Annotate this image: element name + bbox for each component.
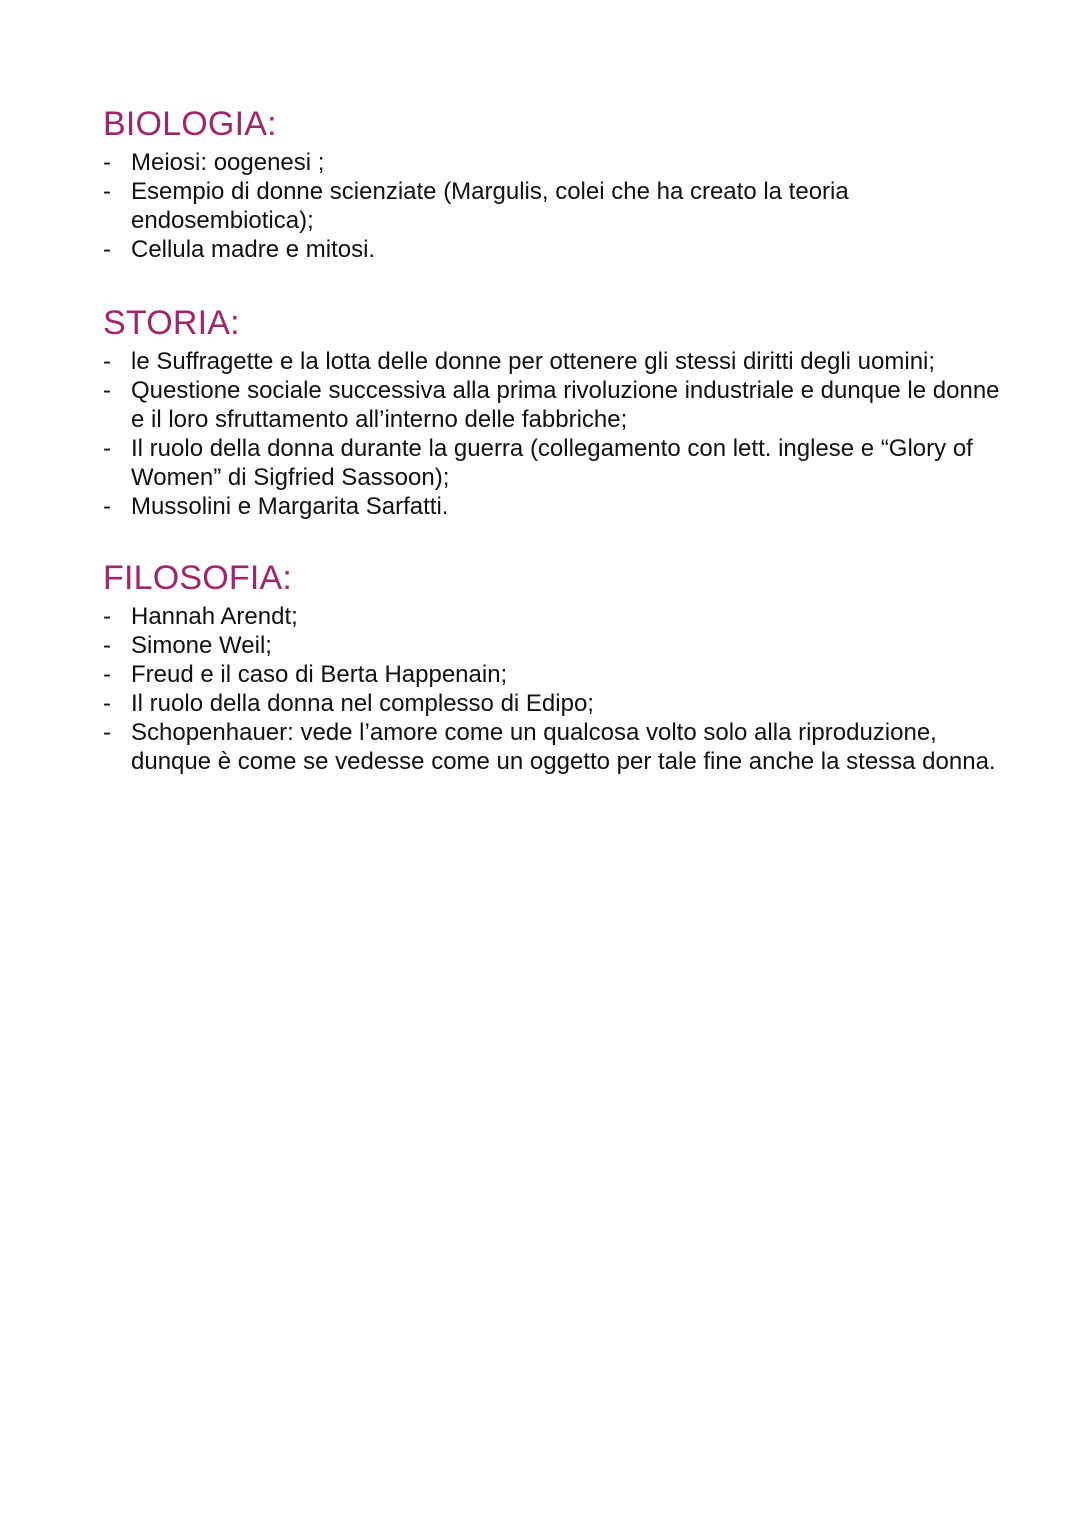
bullet-list	[103, 148, 1003, 264]
list-item-text: Questione sociale successiva alla prima rivoluzione industriale e dunque le donne e il loro sfruttamento all’interno delle fabbriche;	[131, 377, 1000, 433]
section-filosofia	[103, 558, 1003, 776]
list-item-text: Il ruolo della donna nel complesso di Edipo;	[131, 690, 594, 717]
list-item	[103, 602, 1003, 631]
list-item	[103, 718, 1003, 776]
bullet-dash: -	[103, 236, 111, 263]
list-item	[103, 434, 1003, 492]
bullet-dash: -	[103, 377, 111, 404]
section-storia	[103, 303, 1003, 521]
bullet-dash: -	[103, 719, 111, 746]
list-item-text: le Suffragette e la lotta delle donne per ottenere gli stessi diritti degli uomini;	[131, 348, 936, 375]
section-heading: STORIA:	[103, 304, 240, 342]
list-item-text: Cellula madre e mitosi.	[131, 236, 376, 263]
bullet-dash: -	[103, 435, 111, 462]
bullet-dash: -	[103, 178, 111, 205]
list-item-text: Simone Weil;	[131, 632, 272, 659]
list-item	[103, 660, 1003, 689]
list-item	[103, 689, 1003, 718]
list-item-text: Esempio di donne scienziate (Margulis, colei che ha creato la teoria endosembiotica);	[131, 178, 849, 234]
list-item-text: Hannah Arendt;	[131, 603, 298, 630]
list-item	[103, 235, 1003, 264]
document-content	[103, 104, 1003, 776]
list-item	[103, 177, 1003, 235]
bullet-dash: -	[103, 493, 111, 520]
bullet-dash: -	[103, 603, 111, 630]
list-item	[103, 376, 1003, 434]
list-item-text: Schopenhauer: vede l’amore come un qualcosa volto solo alla riproduzione, dunque è come se vedesse come un oggetto per tale fine anche la stessa donna.	[131, 719, 996, 775]
list-item-text: Freud e il caso di Berta Happenain;	[131, 661, 508, 688]
bullet-dash: -	[103, 632, 111, 659]
bullet-dash: -	[103, 348, 111, 375]
section-heading: BIOLOGIA:	[103, 105, 277, 143]
list-item-text: Meiosi: oogenesi ;	[131, 149, 325, 176]
list-item	[103, 347, 1003, 376]
list-item	[103, 148, 1003, 177]
bullet-dash: -	[103, 149, 111, 176]
bullet-dash: -	[103, 690, 111, 717]
section-heading: FILOSOFIA:	[103, 559, 293, 597]
bullet-list	[103, 602, 1003, 776]
list-item-text: Mussolini e Margarita Sarfatti.	[131, 493, 449, 520]
list-item	[103, 631, 1003, 660]
list-item-text: Il ruolo della donna durante la guerra (collegamento con lett. inglese e “Glory of Women” di Sigfried Sassoon);	[131, 435, 973, 491]
bullet-list	[103, 347, 1003, 521]
section-biologia	[103, 104, 1003, 264]
bullet-dash: -	[103, 661, 111, 688]
list-item	[103, 492, 1003, 521]
